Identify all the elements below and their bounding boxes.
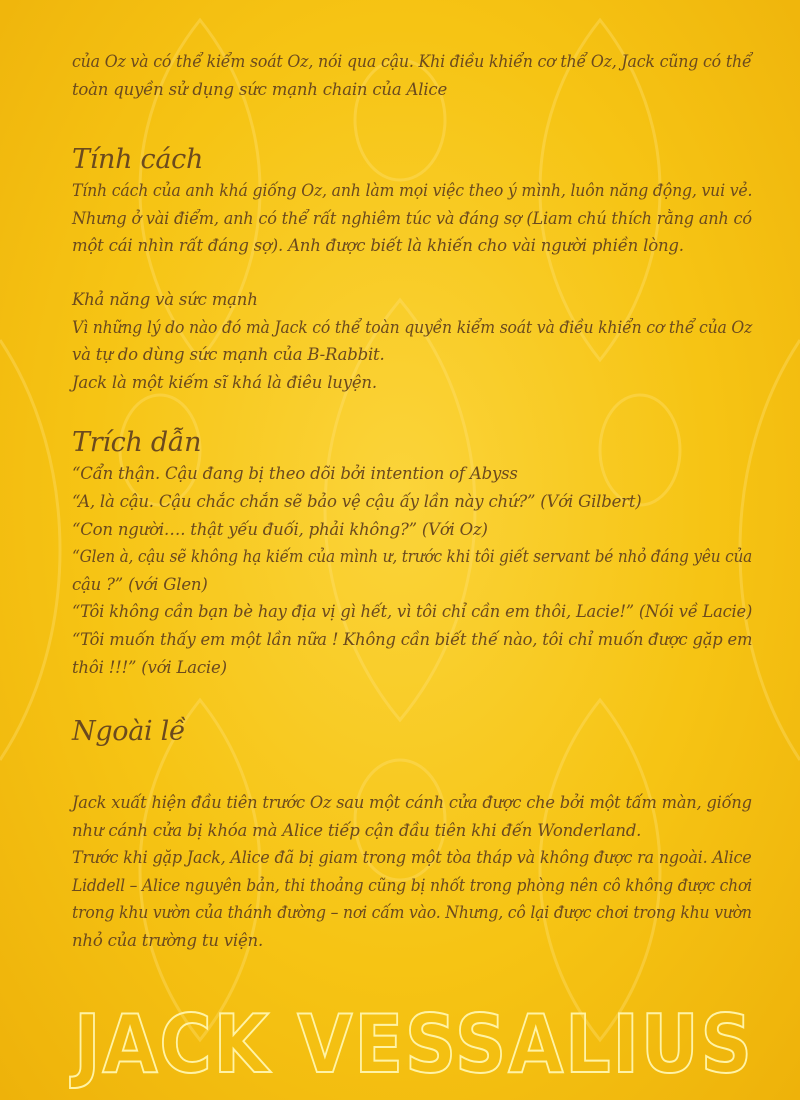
quote-line: “A, là cậu. Cậu chắc chắn sẽ bảo vệ cậu ấy lần này chứ?” (Với Gilbert) (72, 491, 642, 511)
paragraph-line: Tính cách của anh khá giống Oz, anh làm mọi việc theo ý mình, luôn năng động, vui vẻ. (72, 181, 753, 201)
article-body (72, 48, 753, 955)
quote-line: “Cẩn thận. Cậu đang bị theo dõi bởi intention of Abyss (72, 464, 518, 484)
paragraph-line: Nhưng ở vài điểm, anh có thể rất nghiêm túc và đáng sợ (Liam chú thích rằng anh có (72, 208, 752, 228)
paragraph-line: trong khu vườn của thánh đường – nơi cấm vào. Nhưng, cô lại được chơi trong khu vườn (72, 903, 752, 923)
character-title-banner (74, 998, 774, 1091)
intro-line: của Oz và có thể kiểm soát Oz, nói qua cậu. Khi điều khiển cơ thể Oz, Jack cũng có thể (72, 52, 752, 71)
paragraph-line: như cánh cửa bị khóa mà Alice tiếp cận đầu tiên khi đến Wonderland. (72, 820, 642, 840)
paragraph-line: nhỏ của trường tu viện. (72, 931, 264, 951)
quote-line: “Tôi không cần bạn bè hay địa vị gì hết, vì tôi chỉ cần em thôi, Lacie!” (Nói về Lacie) (72, 602, 753, 622)
section-heading-trivia: Ngoài lề (72, 716, 186, 748)
quote-line: “Glen à, cậu sẽ không hạ kiếm của mình ư, trước khi tôi giết servant bé nhỏ đáng yêu của (72, 547, 753, 567)
paragraph-line: Trước khi gặp Jack, Alice đã bị giam trong một tòa tháp và không được ra ngoài. Alice (72, 848, 752, 868)
section-heading-quotes: Trích dẫn (72, 427, 202, 459)
intro-section (72, 48, 752, 103)
paragraph-line: Jack là một kiếm sĩ khá là điêu luyện. (72, 372, 377, 392)
intro-line: toàn quyền sử dụng sức mạnh chain của Alice (72, 79, 448, 99)
abilities-section (72, 286, 753, 396)
quote-line: “Con người…. thật yếu đuối, phải không?” (Với Oz) (72, 519, 488, 539)
subheading-abilities: Khả năng và sức mạnh (72, 289, 258, 309)
paragraph-line: và tự do dùng sức mạnh của B-Rabbit. (72, 345, 385, 365)
character-name-title: JACK VESSALIUS (74, 998, 754, 1091)
trivia-section (72, 715, 752, 955)
quote-line: cậu ?” (với Glen) (72, 574, 208, 594)
paragraph-line: Liddell – Alice nguyên bản, thi thoảng cũng bị nhốt trong phòng nên cô không được chơi (72, 875, 752, 895)
quote-line: thôi !!!” (với Lacie) (72, 657, 227, 677)
paragraph-line: một cái nhìn rất đáng sợ). Anh được biết là khiến cho vài người phiền lòng. (72, 236, 684, 256)
paragraph-line: Vì những lý do nào đó mà Jack có thể toàn quyền kiểm soát và điều khiển cơ thể của Oz (72, 317, 753, 337)
quotes-section (72, 426, 753, 681)
quote-line: “Tôi muốn thấy em một lần nữa ! Không cần biết thế nào, tôi chỉ muốn được gặp em (72, 629, 753, 649)
paragraph-line: Jack xuất hiện đầu tiên trước Oz sau một cánh cửa được che bởi một tấm màn, giống (72, 793, 752, 813)
section-heading-personality: Tính cách (72, 144, 204, 176)
personality-section (72, 143, 753, 260)
